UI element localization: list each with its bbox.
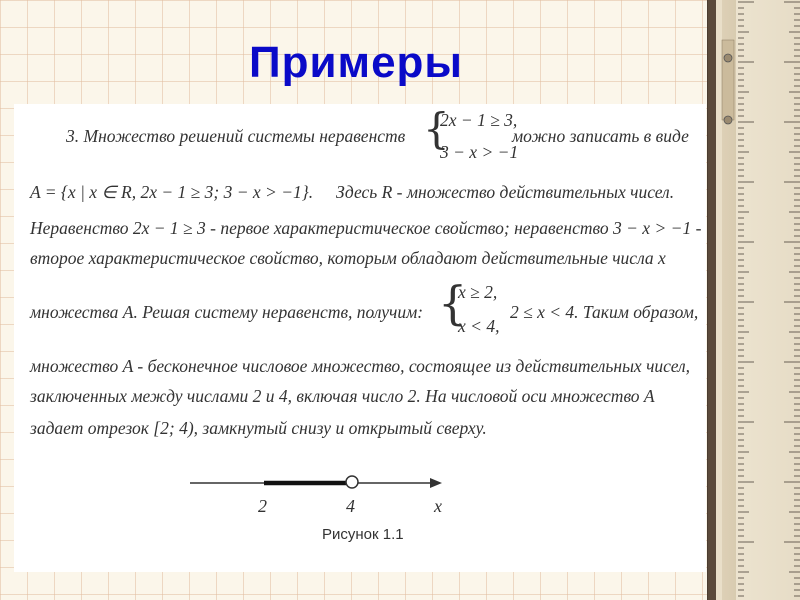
number-line-figure bbox=[14, 104, 706, 572]
ruler-ticks bbox=[708, 0, 800, 600]
text-line-8: задает отрезок [2; 4), замкнутый снизу и открытый сверху. bbox=[30, 418, 487, 438]
system-2-ineq-b: x < 4, bbox=[458, 316, 500, 336]
text-line-1-suffix: можно записать в виде bbox=[512, 126, 689, 146]
tick-label-4: 4 bbox=[346, 496, 355, 516]
document-excerpt bbox=[14, 104, 706, 572]
text-line-6: множество A - бесконечное числовое множество, состоящее из действительных чисел, bbox=[30, 356, 691, 376]
axis-arrow bbox=[430, 478, 442, 488]
text-line-4: второе характеристическое свойство, которым обладают действительные числа x bbox=[30, 248, 666, 268]
set-notation: A = {x | x ∈ R, 2x − 1 ≥ 3; 3 − x > −1}. bbox=[30, 182, 314, 202]
system-1-ineq-a: 2x − 1 ≥ 3, bbox=[440, 110, 518, 130]
text-line-1-prefix: 3. Множество решений системы неравенств bbox=[66, 126, 406, 146]
system-brace-2: { bbox=[438, 276, 468, 330]
text-line-2-rest: Здесь R - множество действительных чисел. bbox=[336, 182, 675, 202]
decorative-ruler bbox=[707, 0, 800, 600]
ruler-screw-icon bbox=[724, 54, 732, 62]
text-line-7: заключенных между числами 2 и 4, включая число 2. На числовой оси множество A bbox=[30, 386, 655, 406]
text-line-3: Неравенство 2x − 1 ≥ 3 - первое характеристическое свойство; неравенство 3 − x > −1 - bbox=[30, 218, 702, 238]
open-endpoint bbox=[346, 476, 358, 488]
slide-title: Примеры bbox=[248, 38, 464, 87]
figure-caption: Рисунок 1.1 bbox=[322, 526, 404, 543]
text-line-5-suffix: 2 ≤ x < 4. Таким образом, bbox=[510, 302, 699, 322]
ruler-screw-icon bbox=[724, 116, 732, 124]
system-brace-1: { bbox=[423, 104, 450, 153]
system-1-ineq-b: 3 − x > −1 bbox=[440, 142, 519, 162]
axis-label-x: x bbox=[434, 496, 442, 516]
text-line-5-prefix: множества A. Решая систему неравенств, получим: bbox=[30, 302, 424, 322]
system-2-ineq-a: x ≥ 2, bbox=[458, 282, 498, 302]
tick-label-2: 2 bbox=[258, 496, 267, 516]
